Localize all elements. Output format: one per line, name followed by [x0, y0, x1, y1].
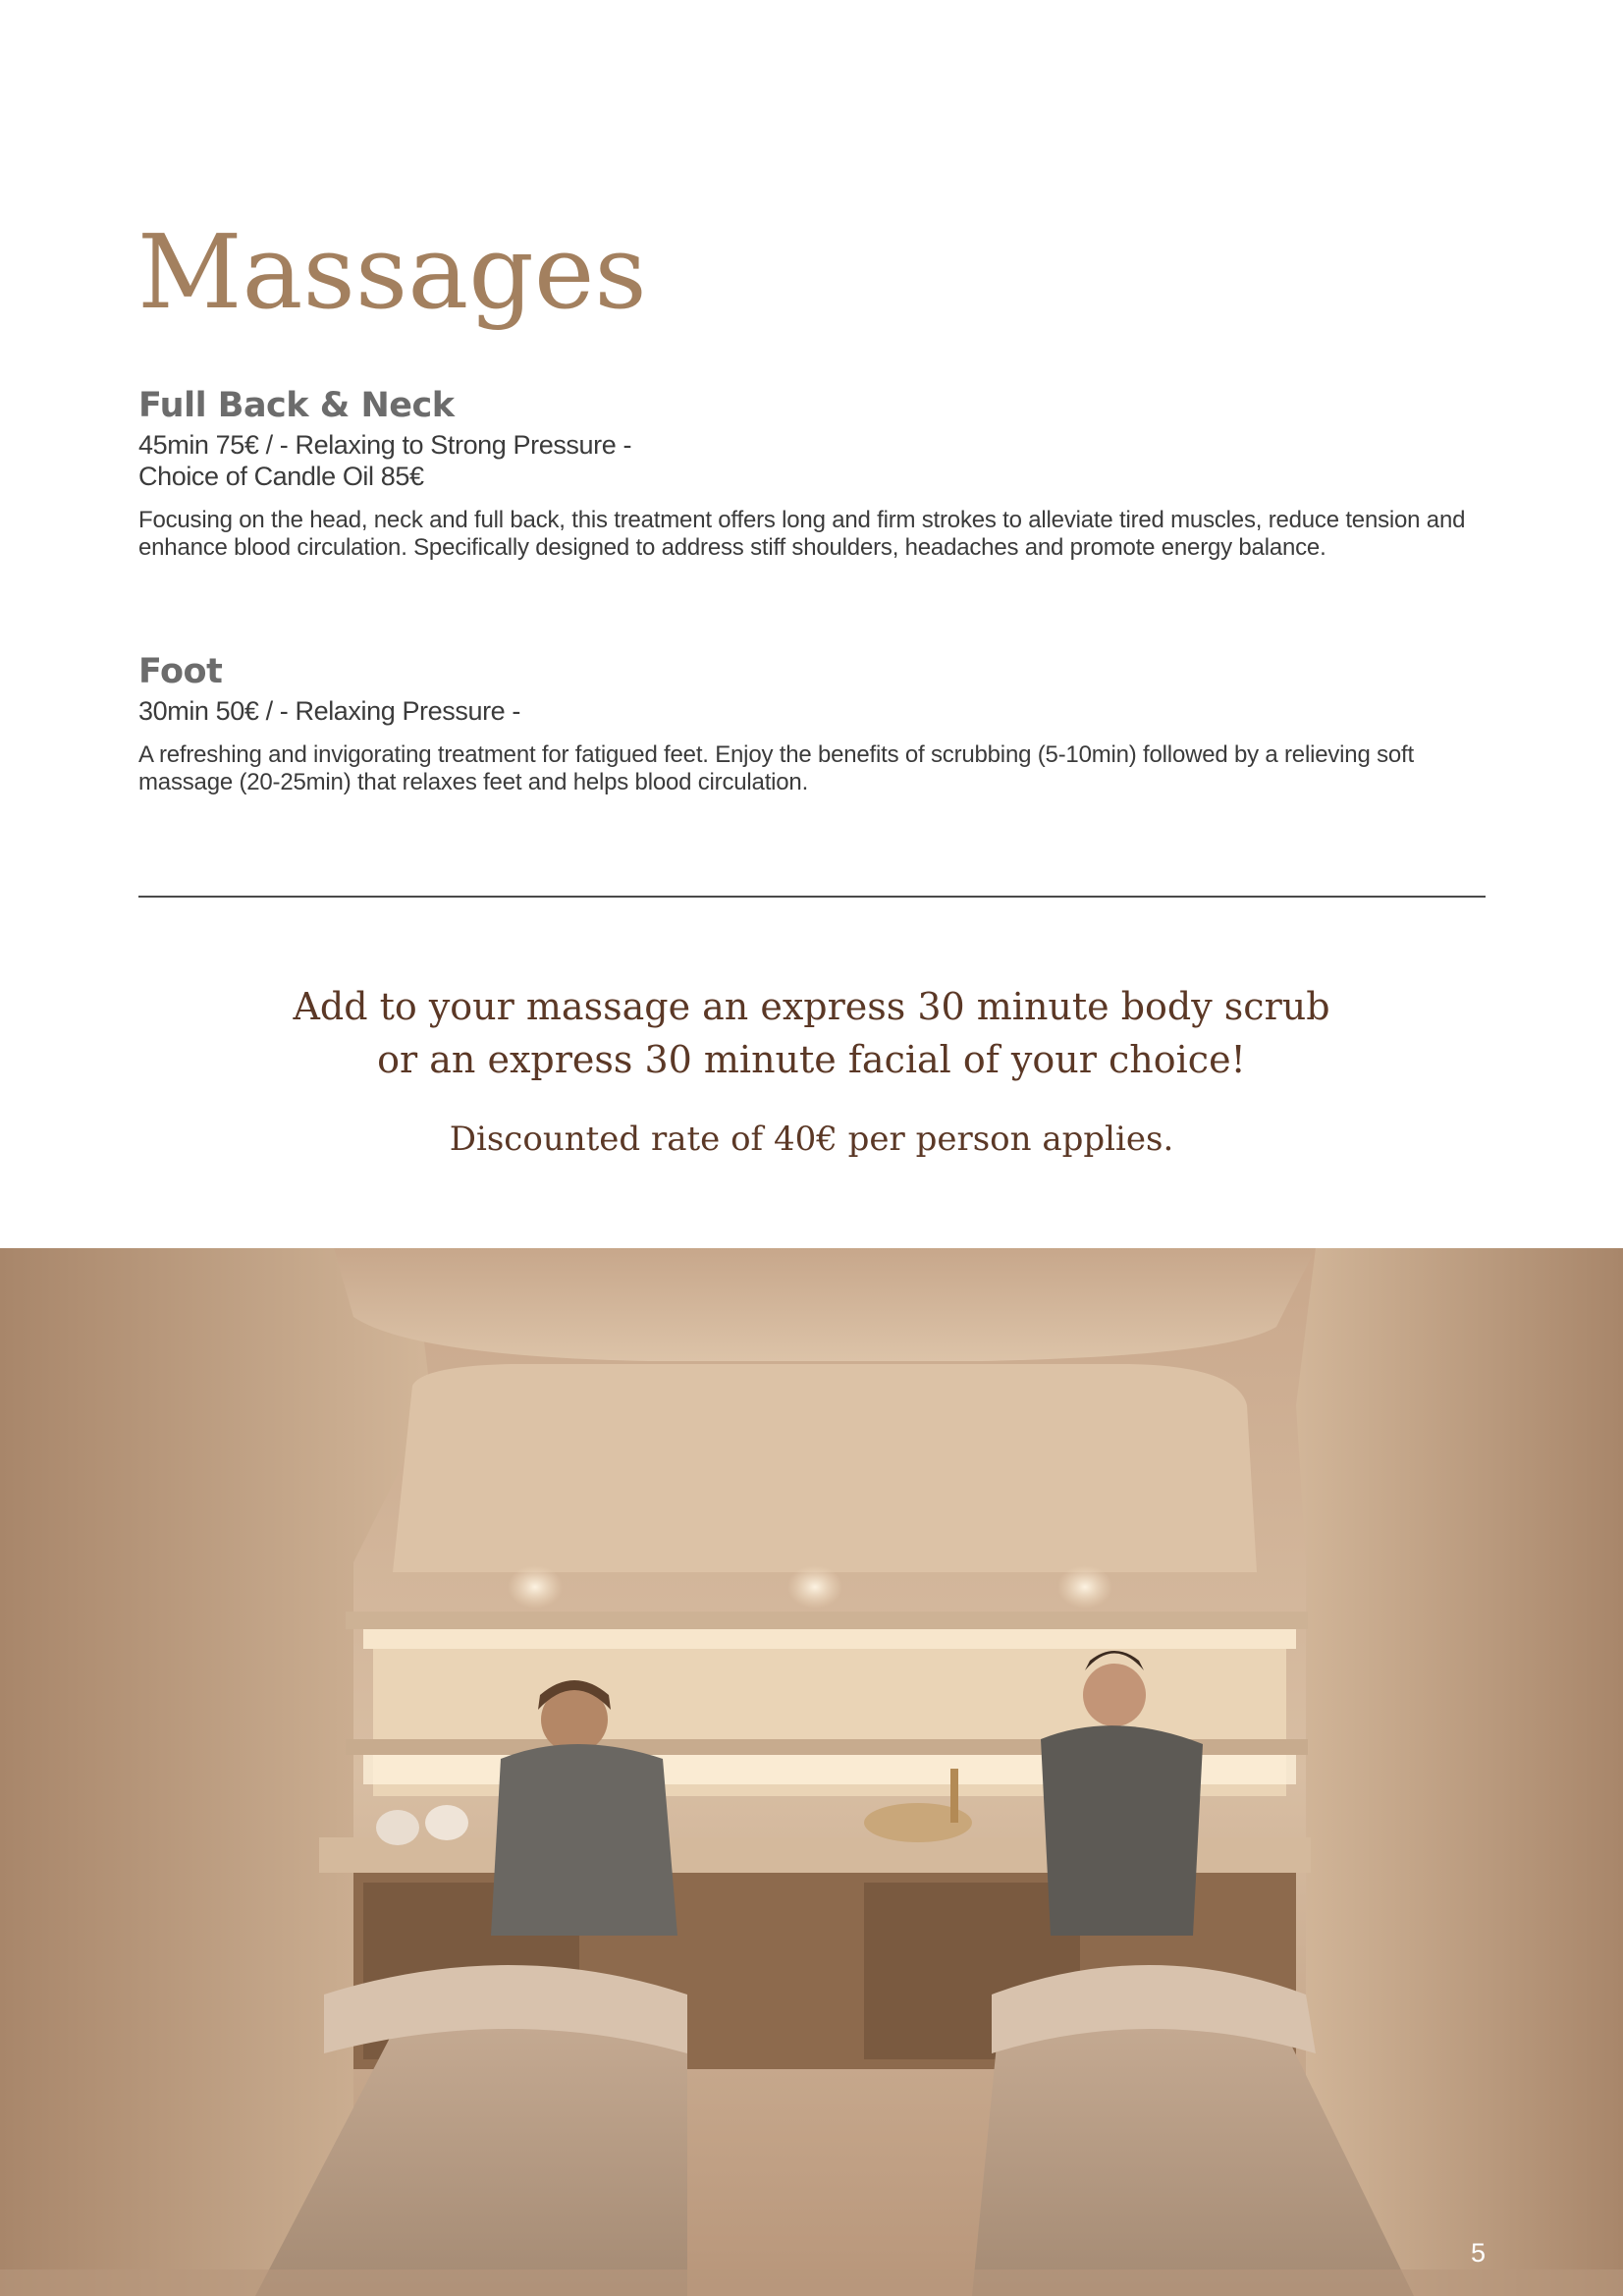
treatment-full-back-neck	[138, 386, 1486, 562]
treatment-description: Focusing on the head, neck and full back, this treatment offers long and firm strokes to alleviate tired muscles, reduce tension and enhance blood circulation. Specifically designed to address stiff shoulders, headaches and promote energy balance.	[138, 507, 1466, 562]
treatment-meta-line: Choice of Candle Oil 85€	[138, 462, 424, 492]
promo-offer	[0, 980, 1623, 1086]
page-number: 5	[1470, 2238, 1486, 2268]
promo-rate: Discounted rate of 40€ per person applies.	[449, 1120, 1174, 1159]
promo-line-2: or an express 30 minute facial of your choice!	[377, 1038, 1246, 1081]
promo-line-1: Add to your massage an express 30 minute body scrub	[293, 985, 1330, 1028]
treatment-description: A refreshing and invigorating treatment for fatigued feet. Enjoy the benefits of scrubbing (5-10min) followed by a relieving soft massage (20-25min) that relaxes feet and helps blood circulation.	[138, 741, 1414, 796]
spa-room-photo	[0, 1248, 1623, 2296]
treatment-foot	[138, 652, 1486, 796]
treatment-name: Foot	[138, 652, 223, 691]
treatment-meta-line: 30min 50€ / - Relaxing Pressure -	[138, 696, 520, 727]
treatment-name: Full Back & Neck	[138, 386, 455, 425]
treatment-meta-line: 45min 75€ / - Relaxing to Strong Pressure -	[138, 430, 632, 461]
treatment-duration-price	[138, 695, 1486, 727]
treatment-duration-price	[138, 429, 1486, 492]
section-divider	[138, 896, 1486, 898]
page-title: Massages	[137, 212, 647, 332]
